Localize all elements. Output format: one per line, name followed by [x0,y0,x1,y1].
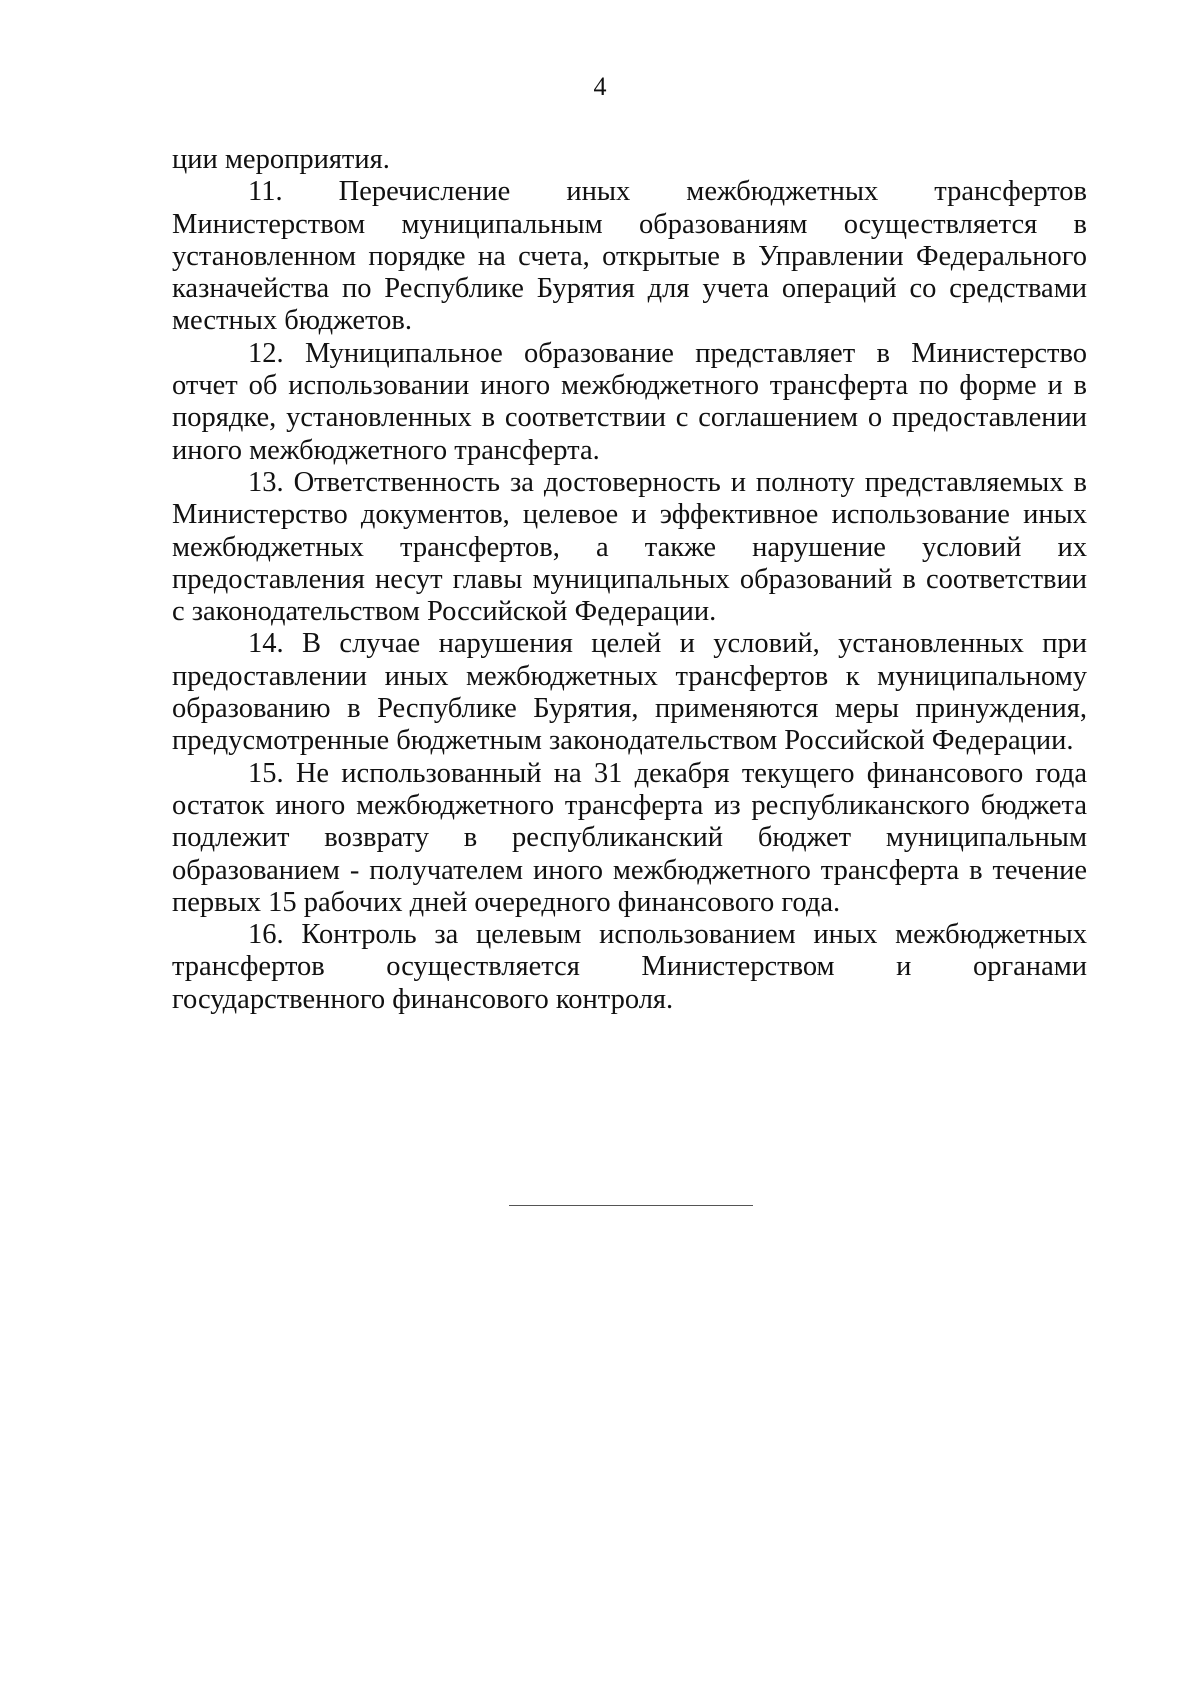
paragraph-14: 14. В случае нарушения целей и условий, установленных при предоставлении иных межбюджетных трансфертов к муниципальному образованию в Республике Бурятия, применяются меры принуждения, предусмотренные бюджетным законодательством Российской Федерации. [172,628,1087,757]
page-number: 4 [593,72,607,101]
paragraph-16: 16. Контроль за целевым использованием иных межбюджетных трансфертов осуществляется Министерством и органами государственного финансового контроля. [172,919,1087,1015]
document-body [172,144,1087,1016]
paragraph-11: 11. Перечисление иных межбюджетных трансфертов Министерством муниципальным образованиям осуществляется в установленном порядке на счета, открытые в Управлении Федерального казначейства по Республике Бурятия для учета операций со средствами местных бюджетов. [172,176,1087,337]
paragraph-15: 15. Не использованный на 31 декабря текущего финансового года остаток иного межбюджетного трансферта из республиканского бюджета подлежит возврату в республиканский бюджет муниципальным образованием - получателем иного межбюджетного трансферта в течение первых 15 рабочих дней очередного финансового года. [172,757,1087,918]
paragraph-13: 13. Ответственность за достоверность и полноту представляемых в Министерство документов, целевое и эффективное использование иных межбюджетных трансфертов, а также нарушение условий их предоставления несут главы муниципальных образований в соответствии с законодательством Российской Федерации. [172,466,1087,628]
end-separator-line [509,1205,753,1206]
paragraph-12: 12. Муниципальное образование представляет в Министерство отчет об использовании иного межбюджетного трансферта по форме и в порядке, установленных в соответствии с соглашением о предоставлении иного межбюджетного трансферта. [172,337,1087,466]
paragraph-continuation: ции мероприятия. [172,144,390,175]
